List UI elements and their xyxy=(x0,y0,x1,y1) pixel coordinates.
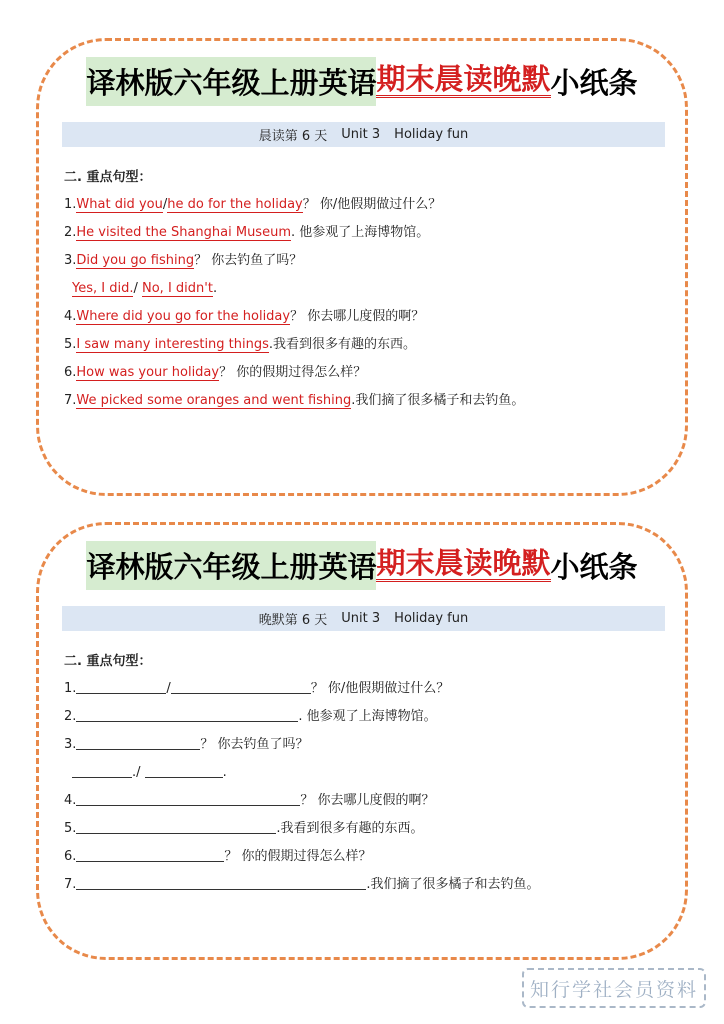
english-phrase: Yes, I did. xyxy=(72,281,134,296)
title-main: 译林版六年级上册英语 xyxy=(86,541,376,590)
sentence-number: 1. xyxy=(64,197,77,212)
sentence-number: 2. xyxy=(64,225,77,240)
sentence-5 xyxy=(64,331,665,359)
title-suffix: 小纸条 xyxy=(550,549,638,584)
chinese-translation: ？ 你去钓鱼了吗？ xyxy=(200,737,309,752)
section-heading: 二. 重点句型： xyxy=(64,170,152,185)
sentence-3 xyxy=(64,247,665,275)
dictation-3 xyxy=(64,731,665,759)
answer-blank[interactable] xyxy=(76,735,200,750)
english-phrase: We picked some oranges and went fishing xyxy=(76,393,352,408)
banner-topic: Holiday fun xyxy=(394,611,469,626)
english-phrase: Where did you go for the holiday xyxy=(76,309,291,324)
separator: / xyxy=(162,197,168,212)
english-phrase: I saw many interesting things xyxy=(76,337,269,352)
chinese-translation: .我们摘了很多橘子和去钓鱼。 xyxy=(366,877,540,892)
banner-unit: Unit 3 xyxy=(341,611,381,626)
english-phrase: he do for the holiday xyxy=(167,197,303,212)
chinese-translation: ？ 你去哪儿度假的啊？ xyxy=(290,309,425,324)
sentence-number: 3. xyxy=(64,737,77,752)
english-phrase: No, I didn't xyxy=(142,281,213,296)
sentence-number: 5. xyxy=(64,821,77,836)
answer-blank[interactable] xyxy=(72,763,132,778)
answer-blank[interactable] xyxy=(171,679,311,694)
english-phrase: Did you go fishing xyxy=(76,253,195,268)
separator: ./ xyxy=(132,765,141,780)
sentence-3-answer xyxy=(64,275,665,303)
sentence-1 xyxy=(64,191,665,219)
title-main: 译林版六年级上册英语 xyxy=(86,57,376,106)
sentence-number: 6. xyxy=(64,849,77,864)
chinese-translation: ？ 你的假期过得怎么样？ xyxy=(224,849,372,864)
chinese-translation: ？ 你去哪儿度假的啊？ xyxy=(300,793,435,808)
chinese-translation: .我看到很多有趣的东西。 xyxy=(268,337,417,352)
dictation-1 xyxy=(64,675,665,703)
day-banner xyxy=(62,122,665,147)
page-title xyxy=(39,55,685,107)
watermark-stamp: 知行学社会员资料 xyxy=(522,968,706,1008)
title-suffix: 小纸条 xyxy=(550,65,638,100)
sentence-number: 5. xyxy=(64,337,77,352)
answer-blank[interactable] xyxy=(76,875,366,890)
sentence-number: 7. xyxy=(64,877,77,892)
banner-day: 晨读第 6 天 xyxy=(258,129,328,144)
english-phrase: What did you xyxy=(76,197,163,212)
sentence-number: 4. xyxy=(64,793,77,808)
morning-reading-card xyxy=(36,38,688,496)
period: . xyxy=(212,281,218,296)
dictation-5 xyxy=(64,815,665,843)
sentence-list xyxy=(64,191,665,415)
chinese-translation: . 他参观了上海博物馆。 xyxy=(290,225,430,240)
evening-dictation-card xyxy=(36,522,688,960)
dictation-4 xyxy=(64,787,665,815)
period: . xyxy=(222,765,227,780)
chinese-translation: ？ 你去钓鱼了吗？ xyxy=(194,253,303,268)
chinese-translation: .我们摘了很多橘子和去钓鱼。 xyxy=(351,393,525,408)
chinese-translation: ？ 你的假期过得怎么样？ xyxy=(219,365,367,380)
sentence-number: 6. xyxy=(64,365,77,380)
chinese-translation: ？ 你/他假期做过什么？ xyxy=(310,681,450,696)
chinese-translation: . 他参观了上海博物馆。 xyxy=(298,709,437,724)
day-banner xyxy=(62,606,665,631)
answer-blank[interactable] xyxy=(145,763,223,778)
banner-day: 晚默第 6 天 xyxy=(258,613,328,628)
banner-topic: Holiday fun xyxy=(394,127,469,142)
title-highlight: 期末晨读晚默 xyxy=(376,546,551,581)
sentence-number: 2. xyxy=(64,709,77,724)
dictation-3-answer xyxy=(64,759,665,787)
english-phrase: How was your holiday xyxy=(76,365,220,380)
title-highlight: 期末晨读晚默 xyxy=(376,62,551,97)
section-heading: 二. 重点句型： xyxy=(64,654,152,669)
sentence-6 xyxy=(64,359,665,387)
separator: / xyxy=(133,281,138,296)
sentence-number: 3. xyxy=(64,253,77,268)
sentence-number: 7. xyxy=(64,393,77,408)
sentence-2 xyxy=(64,219,665,247)
english-phrase: He visited the Shanghai Museum xyxy=(76,225,291,240)
chinese-translation: ？ 你/他假期做过什么？ xyxy=(302,197,442,212)
separator: / xyxy=(166,681,171,696)
sentence-number: 1. xyxy=(64,681,77,696)
dictation-6 xyxy=(64,843,665,871)
sentence-4 xyxy=(64,303,665,331)
sentence-number: 4. xyxy=(64,309,77,324)
dictation-list xyxy=(64,675,665,899)
answer-blank[interactable] xyxy=(76,791,300,806)
answer-blank[interactable] xyxy=(76,847,224,862)
dictation-7 xyxy=(64,871,665,899)
page-title xyxy=(39,539,685,591)
sentence-7 xyxy=(64,387,665,415)
answer-blank[interactable] xyxy=(76,679,166,694)
answer-blank[interactable] xyxy=(76,819,276,834)
dictation-2 xyxy=(64,703,665,731)
banner-unit: Unit 3 xyxy=(341,127,381,142)
answer-blank[interactable] xyxy=(76,707,298,722)
chinese-translation: .我看到很多有趣的东西。 xyxy=(276,821,424,836)
